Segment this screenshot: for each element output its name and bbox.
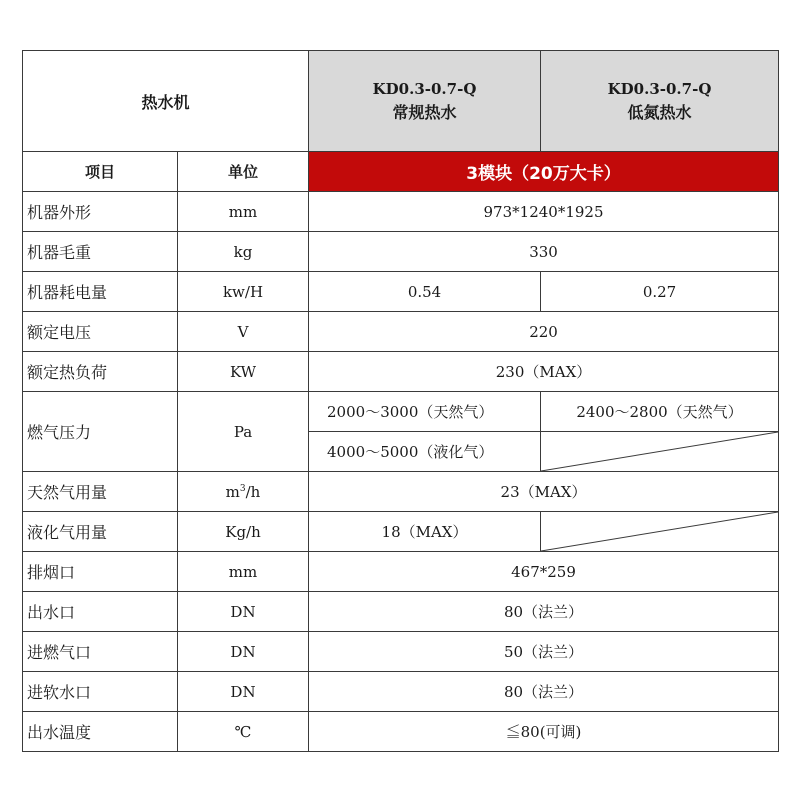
- row-unit: mm: [178, 552, 309, 592]
- diagonal-line: [541, 432, 778, 471]
- table-row: [23, 392, 779, 432]
- row-label: 天然气用量: [23, 472, 178, 512]
- row-unit: DN: [178, 672, 309, 712]
- row-value: 973*1240*1925: [309, 192, 779, 232]
- row-label: 出水温度: [23, 712, 178, 752]
- item-column-header: 项目: [23, 152, 178, 192]
- table-row: [23, 512, 779, 552]
- row-value-standard: 0.54: [309, 272, 541, 312]
- model-name: 常规热水: [392, 103, 457, 122]
- row-unit: DN: [178, 632, 309, 672]
- row-label: 机器毛重: [23, 232, 178, 272]
- row-value: ≦80(可调): [309, 712, 779, 752]
- unit-superscript: 3: [239, 483, 246, 494]
- row-label: 额定热负荷: [23, 352, 178, 392]
- table-row: [23, 272, 779, 312]
- row-unit: Kg/h: [178, 512, 309, 552]
- row-value: 50（法兰）: [309, 632, 779, 672]
- table-row: [23, 632, 779, 672]
- diagonal-line: [541, 512, 778, 551]
- row-value: 80（法兰）: [309, 672, 779, 712]
- table-row: [23, 352, 779, 392]
- row-label: 进燃气口: [23, 632, 178, 672]
- table-row: [23, 672, 779, 712]
- row-unit: V: [178, 312, 309, 352]
- unit-base: m: [225, 482, 240, 501]
- row-value: 80（法兰）: [309, 592, 779, 632]
- pressure-natural-standard: 2000～3000（天然气）: [309, 392, 541, 432]
- row-label: 机器耗电量: [23, 272, 178, 312]
- empty-diagonal-cell: [541, 432, 779, 472]
- table-row: [23, 192, 779, 232]
- row-label: 液化气用量: [23, 512, 178, 552]
- row-unit: mm: [178, 192, 309, 232]
- row-value: 220: [309, 312, 779, 352]
- model-name: 低氮热水: [627, 103, 692, 122]
- row-unit: kg: [178, 232, 309, 272]
- row-value-standard: 18（MAX）: [309, 512, 541, 552]
- table-row: [23, 592, 779, 632]
- row-label: 进软水口: [23, 672, 178, 712]
- row-unit: KW: [178, 352, 309, 392]
- table-row: [23, 552, 779, 592]
- row-unit: DN: [178, 592, 309, 632]
- row-label: 出水口: [23, 592, 178, 632]
- unit-tail: /h: [245, 482, 261, 501]
- row-label: 机器外形: [23, 192, 178, 232]
- empty-diagonal-cell: [541, 512, 779, 552]
- model-header-standard: [309, 51, 541, 152]
- model-code: KD0.3-0.7-Q: [607, 80, 712, 98]
- row-unit: Pa: [178, 392, 309, 472]
- row-unit: [178, 472, 309, 512]
- model-header-low-nox: [541, 51, 779, 152]
- row-unit: kw/H: [178, 272, 309, 312]
- model-code: KD0.3-0.7-Q: [372, 80, 477, 98]
- row-unit: ℃: [178, 712, 309, 752]
- row-value: 230（MAX）: [309, 352, 779, 392]
- pressure-natural-low-nox: 2400～2800（天然气）: [541, 392, 779, 432]
- pressure-lpg-standard: 4000～5000（液化气）: [309, 432, 541, 472]
- module-banner: 3模块（20万大卡）: [309, 152, 779, 192]
- table-row: [23, 312, 779, 352]
- row-value-low-nox: 0.27: [541, 272, 779, 312]
- spec-table: [22, 50, 779, 752]
- row-label: 燃气压力: [23, 392, 178, 472]
- unit-column-header: 单位: [178, 152, 309, 192]
- table-title: 热水机: [23, 51, 309, 152]
- table-row: [23, 232, 779, 272]
- row-value: 23（MAX）: [309, 472, 779, 512]
- row-label: 额定电压: [23, 312, 178, 352]
- row-label: 排烟口: [23, 552, 178, 592]
- table-row: [23, 472, 779, 512]
- row-value: 330: [309, 232, 779, 272]
- table-row: [23, 712, 779, 752]
- row-value: 467*259: [309, 552, 779, 592]
- header-row: [23, 51, 779, 152]
- column-header-row: [23, 152, 779, 192]
